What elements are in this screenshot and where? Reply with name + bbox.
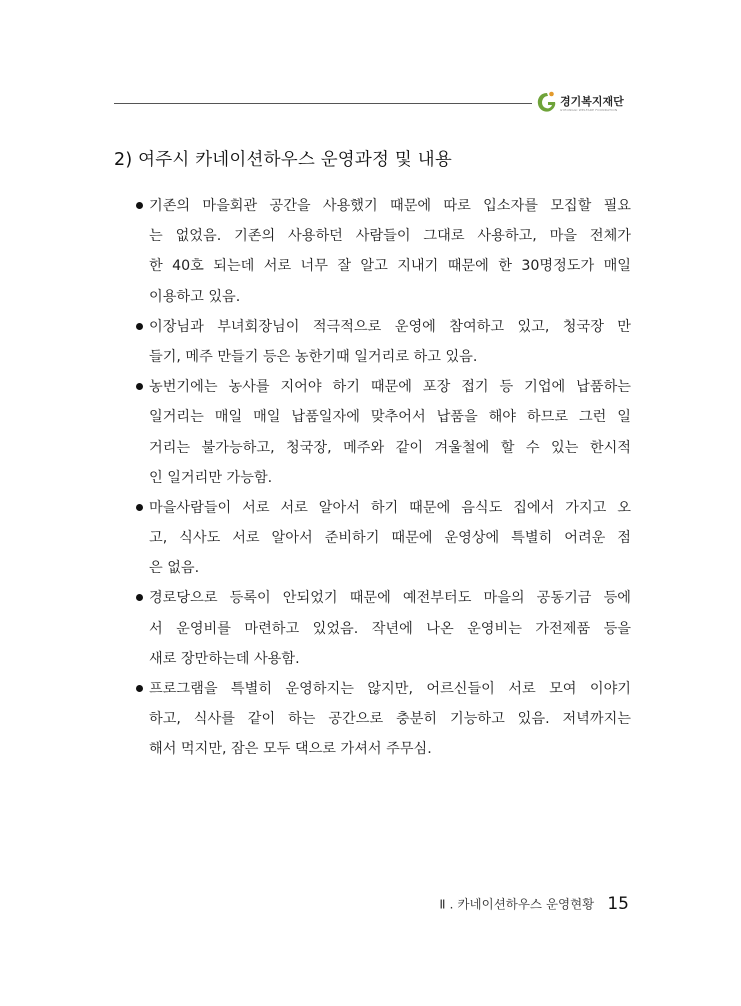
bullet-line: 해서 먹지만, 잠은 모두 댁으로 가셔서 주무심. — [149, 741, 432, 758]
bullet-item — [136, 493, 631, 584]
bullet-line: 하고, 식사를 같이 하는 공간으로 충분히 기능하고 있음. 저녁까지는 — [149, 711, 631, 728]
bullet-line: 이장님과 부녀회장님이 적극적으로 운영에 참여하고 있고, 청국장 만 — [149, 318, 631, 335]
bullet-item — [136, 583, 631, 674]
bullet-dot-icon — [136, 323, 143, 330]
bullet-line: 새로 장만하는데 사용함. — [149, 650, 300, 667]
section-title: 2) 여주시 카네이션하우스 운영과정 및 내용 — [114, 150, 452, 170]
bullet-item — [136, 674, 631, 765]
bullet-line: 거리는 불가능하고, 청국장, 메주와 같이 겨울철에 할 수 있는 한시적 — [149, 439, 631, 456]
bullet-dot-icon — [136, 594, 143, 601]
footer-chapter-text: Ⅱ . 카네이션하우스 운영현황 — [439, 896, 595, 912]
bullet-item — [136, 191, 631, 312]
header-rule — [114, 103, 532, 104]
bullet-item — [136, 312, 631, 372]
bullet-item — [136, 372, 631, 493]
bullet-line: 인 일거리만 가능함. — [149, 469, 273, 486]
bullet-line: 마을사람들이 서로 서로 알아서 하기 때문에 음식도 집에서 가지고 오 — [149, 499, 631, 516]
bullet-line: 이용하고 있음. — [149, 288, 241, 305]
bullet-line: 은 없음. — [149, 560, 200, 577]
bullet-line: 고, 식사도 서로 알아서 준비하기 때문에 운영상에 특별히 어려운 점 — [149, 530, 631, 547]
bullet-dot-icon — [136, 202, 143, 209]
bullet-line: 경로당으로 등록이 안되었기 때문에 예전부터도 마을의 공동기금 등에 — [149, 590, 631, 607]
bullet-line: 프로그램을 특별히 운영하지는 않지만, 어르신들이 서로 모여 이야기 — [149, 681, 631, 697]
bullet-line: 기존의 마을회관 공간을 사용했기 때문에 따로 입소자를 모집할 필요 — [149, 198, 631, 214]
foundation-logo-icon — [536, 90, 558, 114]
bullet-list — [136, 191, 631, 765]
bullet-dot-icon — [136, 685, 143, 692]
bullet-dot-icon — [136, 504, 143, 511]
bullet-line: 들기, 메주 만들기 등은 농한기때 일거리로 하고 있음. — [149, 348, 478, 365]
bullet-line: 는 없었음. 기존의 사용하던 사람들이 그대로 사용하고, 마을 전체가 — [149, 228, 631, 245]
bullet-line: 일거리는 매일 매일 납품일자에 맞추어서 납품을 해야 하므로 그런 일 — [149, 409, 631, 426]
bullet-line: 농번기에는 농사를 지어야 하기 때문에 포장 접기 등 기업에 납품하는 — [149, 379, 631, 396]
bullet-line: 서 운영비를 마련하고 있었음. 작년에 나온 운영비는 가전제품 등을 — [149, 620, 631, 637]
logo-text: 경기복지재단 — [560, 95, 624, 108]
page-number: 15 — [607, 893, 629, 914]
logo-subtext: GYEONGGI WELFARE FOUNDATION — [560, 108, 618, 112]
bullet-dot-icon — [136, 383, 143, 390]
page-footer — [439, 893, 629, 914]
foundation-logo — [536, 88, 636, 118]
bullet-line: 한 40호 되는데 서로 너무 잘 알고 지내기 때문에 한 30명정도가 매일 — [149, 258, 631, 275]
